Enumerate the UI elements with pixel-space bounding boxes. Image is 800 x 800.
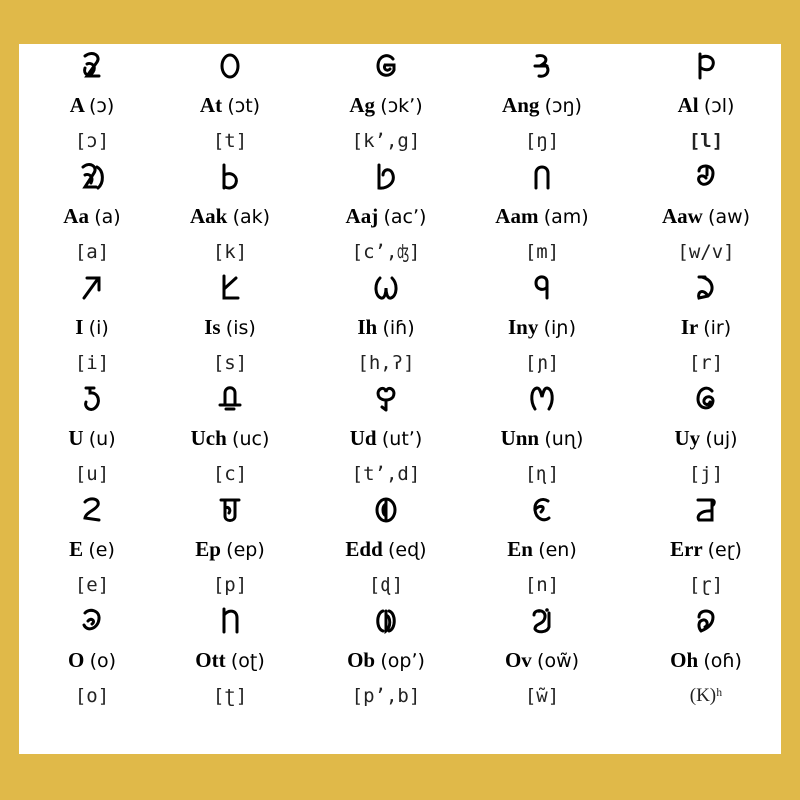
letter-name: O (o) [67,648,117,672]
letter-name: Al (ɔl) [677,93,735,117]
letter-cell [631,599,781,710]
letter-cell [17,488,167,599]
ol-chiki-ott-icon [155,605,305,641]
letter-cell [311,599,461,710]
letter-name: Uy (uj) [674,426,738,450]
ol-chiki-lo-icon [17,605,167,641]
letter-sound: [r] [688,352,724,374]
letter-row [19,377,781,488]
alphabet-chart [19,44,781,754]
ol-chiki-err-icon [631,494,781,530]
ol-chiki-le-icon [17,494,167,530]
ol-chiki-al-icon [631,50,781,86]
letter-name: Uch (uc) [190,426,270,450]
letter-cell [17,377,167,488]
letter-name: Aam (am) [495,204,589,228]
ol-chiki-ob-icon [311,605,461,641]
ol-chiki-at-icon [155,50,305,86]
ol-chiki-ep-icon [155,494,305,530]
letter-cell [631,44,781,155]
letter-cell [311,266,461,377]
letter-cell [467,266,617,377]
letter-cell [155,155,305,266]
ol-chiki-en-icon [467,494,617,530]
letter-row [19,266,781,377]
letter-cell [311,155,461,266]
letter-sound: [kʼ,g] [351,130,421,152]
letter-sound: [ɖ] [368,574,404,596]
letter-name: Aaw (aw) [661,204,751,228]
letter-name: At (ɔt) [199,93,261,117]
letter-cell [631,377,781,488]
letter-name: Ep (ep) [195,537,265,561]
letter-cell [311,377,461,488]
letter-name: Err (eɽ) [670,537,742,561]
ol-chiki-edd-icon [311,494,461,530]
letter-row [19,599,781,710]
ol-chiki-uy-icon [631,383,781,419]
ol-chiki-lu-icon [17,383,167,419]
letter-cell [155,44,305,155]
letter-name: Ag (ɔkʼ) [349,93,423,117]
letter-cell [17,44,167,155]
ol-chiki-aaj-icon [311,161,461,197]
ol-chiki-ih-icon [311,272,461,308]
letter-name: Ud (utʼ) [349,426,423,450]
letter-cell [631,155,781,266]
letter-sound: [h,ʔ] [357,352,415,374]
letter-cell [631,488,781,599]
letter-name: Unn (uɳ) [500,426,584,450]
letter-sound: [m] [524,241,560,263]
letter-name: A (ɔ) [69,93,115,117]
ol-chiki-aak-icon [155,161,305,197]
letter-sound: (K)ʰ [689,685,723,706]
letter-name: Oh (oɦ) [670,648,742,672]
letter-sound: [ʈ] [212,685,248,707]
letter-sound: [l] [688,130,724,152]
letter-name: Aa (a) [63,204,121,228]
letter-cell [155,377,305,488]
letter-sound: [c] [212,463,248,485]
ol-chiki-iny-icon [467,272,617,308]
letter-sound: [k] [212,241,248,263]
letter-name: Ott (oʈ) [195,648,265,672]
letter-name: E (e) [69,537,115,561]
letter-sound: [p] [212,574,248,596]
letter-cell [155,599,305,710]
letter-name: En (en) [507,537,577,561]
letter-name: Ir (ir) [680,315,732,339]
letter-sound: [j] [688,463,724,485]
letter-sound: [e] [74,574,110,596]
letter-cell [467,377,617,488]
letter-row [19,155,781,266]
letter-cell [155,488,305,599]
letter-cell [467,488,617,599]
letter-sound: [w/v] [677,241,735,263]
letter-sound: [i] [74,352,110,374]
ol-chiki-unn-icon [467,383,617,419]
ol-chiki-oh-icon [631,605,781,641]
ol-chiki-ud-icon [311,383,461,419]
letter-cell [467,155,617,266]
ol-chiki-uch-icon [155,383,305,419]
letter-row [19,488,781,599]
letter-name: Is (is) [204,315,256,339]
letter-sound: [t] [212,130,248,152]
letter-sound: [ɲ] [524,352,560,374]
letter-cell [311,44,461,155]
ol-chiki-aaw-icon [631,161,781,197]
ol-chiki-ang-icon [467,50,617,86]
letter-sound: [u] [74,463,110,485]
letter-sound: [ɔ] [74,130,110,152]
letter-sound: [a] [74,241,110,263]
letter-name: Ang (ɔŋ) [502,93,582,117]
ol-chiki-ov-icon [467,605,617,641]
letter-row [19,44,781,155]
letter-sound: [pʼ,b] [351,685,421,707]
letter-sound: [n] [524,574,560,596]
letter-sound: [cʼ,ʤ] [351,241,421,263]
letter-name: Ob (opʼ) [347,648,425,672]
ol-chiki-la-icon [17,50,167,86]
letter-sound: [w̃] [524,685,560,707]
letter-cell [155,266,305,377]
letter-sound: [ɳ] [524,463,560,485]
letter-sound: [ŋ] [524,130,560,152]
ol-chiki-ag-icon [311,50,461,86]
ol-chiki-aam-icon [467,161,617,197]
letter-cell [17,155,167,266]
letter-cell [467,44,617,155]
letter-name: Aaj (acʼ) [345,204,427,228]
letter-name: Ov (ow̃) [504,648,580,672]
letter-sound: [o] [74,685,110,707]
letter-cell [17,266,167,377]
letter-sound: [s] [212,352,248,374]
letter-name: U (u) [68,426,116,450]
letter-sound: [tʼ,d] [351,463,421,485]
ol-chiki-ir-icon [631,272,781,308]
letter-name: Iny (iɲ) [508,315,576,339]
ol-chiki-li-icon [17,272,167,308]
letter-name: Edd (eɖ) [345,537,427,561]
letter-name: I (i) [75,315,109,339]
letter-sound: [ɽ] [688,574,724,596]
ol-chiki-is-icon [155,272,305,308]
letter-cell [17,599,167,710]
letter-name: Aak (ak) [189,204,271,228]
letter-cell [311,488,461,599]
letter-cell [631,266,781,377]
letter-cell [467,599,617,710]
letter-name: Ih (iɦ) [357,315,415,339]
ol-chiki-laa-icon [17,161,167,197]
